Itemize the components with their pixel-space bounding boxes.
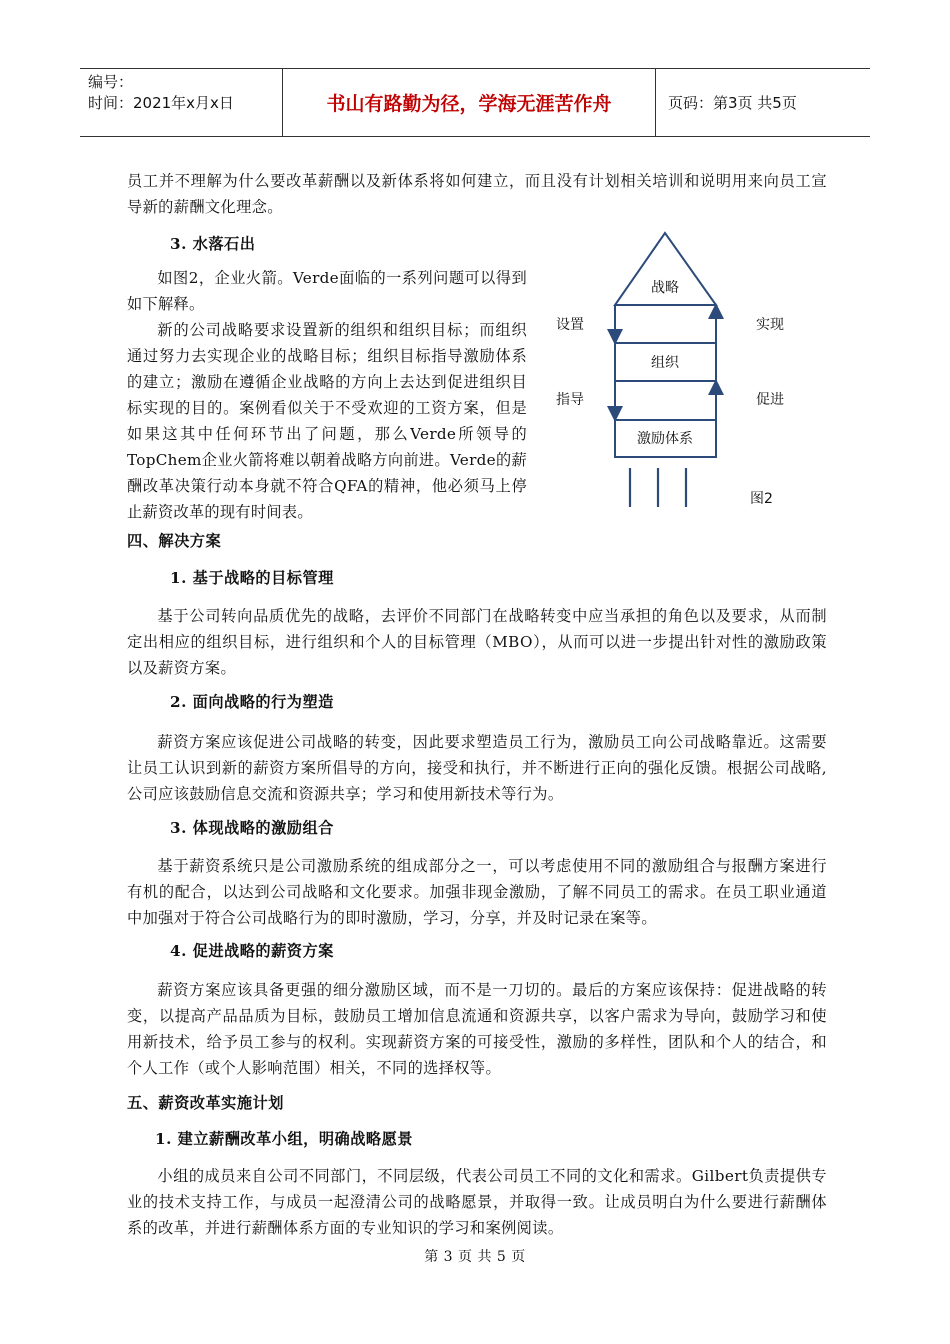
promote-label: 促进 bbox=[756, 392, 784, 408]
section-3-para-2: 新的公司战略要求设置新的组织和组织目标；而组织通过努力去实现企业的战略目标；组织目标指导激励体系的建立；激励在遵循企业战略的方向上去达到促进组织目标实现的目的。案例看似关于不受欢迎的工资方案，但是如果这其中任何环节出了问题，那么Verde所领导的TopChem企业火箭将难以朝着战略方向前进。Verde的薪酬改革决策行动本身就不符合QFA的精神，他必须马上停止薪资改革的现有时间表。 bbox=[127, 321, 527, 521]
section-4-item-4-text: 薪资方案应该具备更强的细分激励区域，而不是一刀切的。最后的方案应该保持：促进战略的转变，以提高产品品质为目标，鼓励员工增加信息流通和资源共享，以客户需求为导向，鼓励学习和使用新技术，给予员工参与的权利。实现薪资方案的可接受性，激励的多样性，团队和个人的结合，和个人工作（或个人影响范围）相关，不同的选择权等。 bbox=[127, 981, 827, 1077]
section-5-item-1-text: 小组的成员来自公司不同部门，不同层级，代表公司员工不同的文化和需求。Gilbert负责提供专业的技术支持工作，与成员一起澄清公司的战略愿景，并取得一致。让成员明白为什么要进行薪酬体系的改革，并进行薪酬体系方面的专业知识的学习和案例阅读。 bbox=[127, 1167, 827, 1237]
doc-number-label: 编号： bbox=[88, 73, 134, 91]
section-4-heading: 四、解决方案 bbox=[127, 532, 222, 550]
strategy-label: 战略 bbox=[651, 280, 679, 296]
section-5-item-1-heading: 1. 建立薪酬改革小组，明确战略愿景 bbox=[155, 1130, 413, 1148]
header-page-label: 页码：第3页 共5页 bbox=[668, 94, 797, 112]
section-3-para-1: 如图2，企业火箭。Verde面临的一系列问题可以得到如下解释。 bbox=[127, 269, 527, 313]
achieve-label: 实现 bbox=[756, 317, 784, 333]
header-motto: 书山有路勤为径，学海无涯苦作舟 bbox=[283, 69, 656, 136]
page-header bbox=[80, 68, 870, 137]
organization-label: 组织 bbox=[651, 355, 679, 371]
section-4-item-1-text: 基于公司转向品质优先的战略，去评价不同部门在战略转变中应当承担的角色以及要求，从而制定出相应的组织目标，进行组织和个人的目标管理（MBO），从而可以进一步提出针对性的激励政策以及薪资方案。 bbox=[127, 607, 827, 677]
enterprise-rocket-diagram bbox=[540, 225, 800, 525]
section-3-heading: 3. 水落石出 bbox=[170, 235, 256, 253]
section-4-item-3-text: 基于薪资系统只是公司激励系统的组成部分之一，可以考虑使用不同的激励组合与报酬方案进行有机的配合，以达到公司战略和文化要求。加强非现金激励，了解不同员工的需求。在员工职业通道中加强对于符合公司战略行为的即时激励，学习，分享，并及时记录在案等。 bbox=[127, 857, 827, 927]
doc-date-label: 时间：2021年x月x日 bbox=[88, 94, 234, 112]
section-4-item-1-heading: 1. 基于战略的目标管理 bbox=[170, 569, 334, 587]
guide-label: 指导 bbox=[556, 392, 584, 408]
page-footer: 第 3 页 共 5 页 bbox=[424, 1249, 526, 1265]
section-5-heading: 五、薪资改革实施计划 bbox=[127, 1094, 284, 1112]
section-4-item-4-heading: 4. 促进战略的薪资方案 bbox=[170, 942, 334, 960]
intro-paragraph: 员工并不理解为什么要改革薪酬以及新体系将如何建立，而且没有计划相关培训和说明用来向员工宣导新的薪酬文化理念。 bbox=[127, 172, 827, 216]
set-label: 设置 bbox=[556, 317, 584, 333]
section-4-item-2-text: 薪资方案应该促进公司战略的转变，因此要求塑造员工行为，激励员工向公司战略靠近。这需要让员工认识到新的薪资方案所倡导的方向，接受和执行，并不断进行正向的强化反馈。根据公司战略,公司应该鼓励信息交流和资源共享；学习和使用新技术等行为。 bbox=[127, 733, 827, 803]
section-4-item-2-heading: 2. 面向战略的行为塑造 bbox=[170, 693, 334, 711]
figure-caption: 图2 bbox=[750, 491, 773, 507]
incentive-system-label: 激励体系 bbox=[637, 431, 693, 447]
header-meta bbox=[80, 69, 283, 136]
section-4-item-3-heading: 3. 体现战略的激励组合 bbox=[170, 819, 334, 837]
